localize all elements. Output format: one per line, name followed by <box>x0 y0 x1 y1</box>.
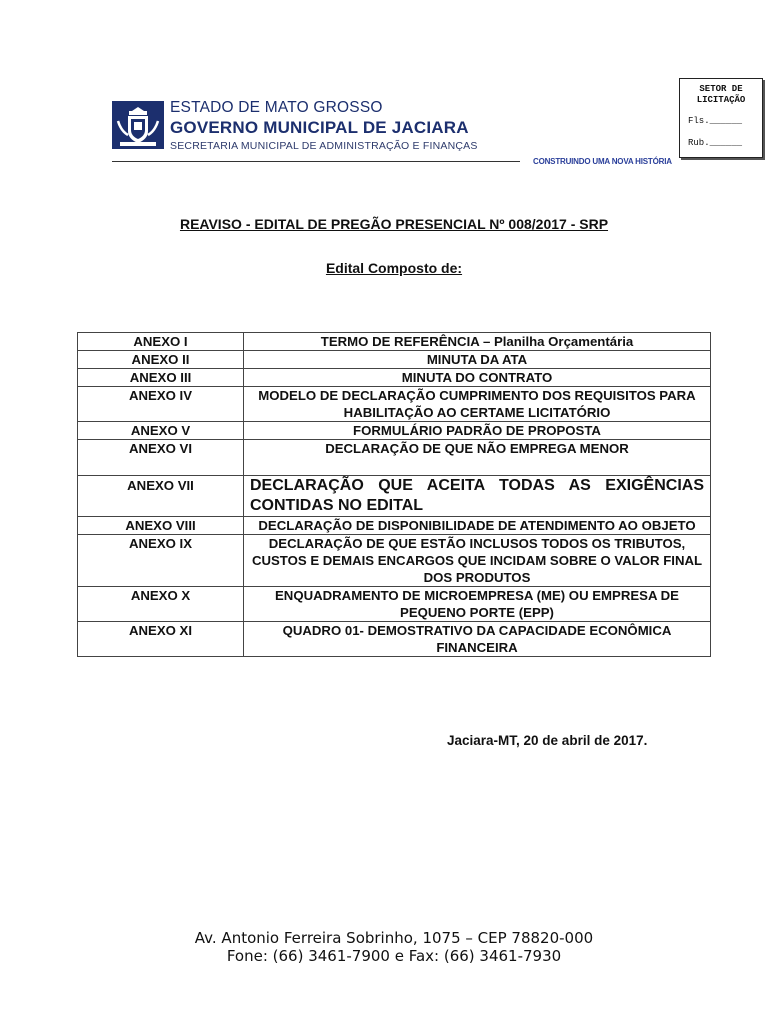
annex-description: MINUTA DA ATA <box>244 351 711 369</box>
header-secretariat: SECRETARIA MUNICIPAL DE ADMINISTRAÇÃO E FINANÇAS <box>170 140 478 152</box>
document-title: REAVISO - EDITAL DE PREGÃO PRESENCIAL Nº 008/2017 - SRP <box>179 216 609 232</box>
annex-label: ANEXO V <box>78 422 244 440</box>
header-state: ESTADO DE MATO GROSSO <box>170 99 383 116</box>
stamp-fls: Fls.______ <box>688 116 743 126</box>
footer-address: Av. Antonio Ferreira Sobrinho, 1075 – CEP 78820-000 <box>194 929 594 947</box>
annex-description: TERMO DE REFERÊNCIA – Planilha Orçamentária <box>244 333 711 351</box>
table-row <box>78 587 711 622</box>
annex-label: ANEXO III <box>78 369 244 387</box>
stamp-line1: SETOR DE <box>699 84 743 94</box>
table-row <box>78 517 711 535</box>
document-subtitle: Edital Composto de: <box>325 260 463 276</box>
annex-description: DECLARAÇÃO DE QUE NÃO EMPREGA MENOR <box>244 440 711 476</box>
annex-description: DECLARAÇÃO QUE ACEITA TODAS AS EXIGÊNCIAS CONTIDAS NO EDITAL <box>244 476 711 517</box>
header-slogan: CONSTRUINDO UMA NOVA HISTÓRIA <box>533 157 672 166</box>
licitacao-stamp <box>679 78 763 158</box>
annex-label: ANEXO VII <box>78 476 244 517</box>
annex-description: MODELO DE DECLARAÇÃO CUMPRIMENTO DOS REQUISITOS PARA HABILITAÇÃO AO CERTAME LICITATÓRIO <box>244 387 711 422</box>
document-date: Jaciara-MT, 20 de abril de 2017. <box>447 733 648 748</box>
annex-description: FORMULÁRIO PADRÃO DE PROPOSTA <box>244 422 711 440</box>
table-row <box>78 535 711 587</box>
table-row <box>78 387 711 422</box>
table-row <box>78 440 711 476</box>
municipal-coat-of-arms-icon <box>112 101 164 149</box>
annex-label: ANEXO II <box>78 351 244 369</box>
annex-label: ANEXO X <box>78 587 244 622</box>
annex-description: ENQUADRAMENTO DE MICROEMPRESA (ME) OU EMPRESA DE PEQUENO PORTE (EPP) <box>244 587 711 622</box>
table-row <box>78 351 711 369</box>
table-row <box>78 369 711 387</box>
annex-table <box>77 332 711 657</box>
stamp-title <box>680 84 762 106</box>
table-row <box>78 476 711 517</box>
footer <box>0 929 770 965</box>
stamp-rub: Rub.______ <box>688 138 743 148</box>
annex-label: ANEXO VIII <box>78 517 244 535</box>
header-divider <box>112 161 520 162</box>
stamp-line2: LICITAÇÃO <box>696 95 746 105</box>
table-row <box>78 422 711 440</box>
annex-label: ANEXO XI <box>78 622 244 657</box>
table-row <box>78 622 711 657</box>
annex-label: ANEXO VI <box>78 440 244 476</box>
table-row <box>78 333 711 351</box>
annex-description: DECLARAÇÃO DE DISPONIBILIDADE DE ATENDIMENTO AO OBJETO <box>244 517 711 535</box>
footer-phones: Fone: (66) 3461-7900 e Fax: (66) 3461-7930 <box>226 947 562 965</box>
annex-description: DECLARAÇÃO DE QUE ESTÃO INCLUSOS TODOS OS TRIBUTOS, CUSTOS E DEMAIS ENCARGOS QUE INCIDAM SOBRE O VALOR FINAL DOS PRODUTOS <box>244 535 711 587</box>
header-government: GOVERNO MUNICIPAL DE JACIARA <box>170 118 469 137</box>
annex-description: QUADRO 01- DEMOSTRATIVO DA CAPACIDADE ECONÔMICA FINANCEIRA <box>244 622 711 657</box>
annex-label: ANEXO IX <box>78 535 244 587</box>
annex-description: MINUTA DO CONTRATO <box>244 369 711 387</box>
annex-label: ANEXO IV <box>78 387 244 422</box>
annex-label: ANEXO I <box>78 333 244 351</box>
